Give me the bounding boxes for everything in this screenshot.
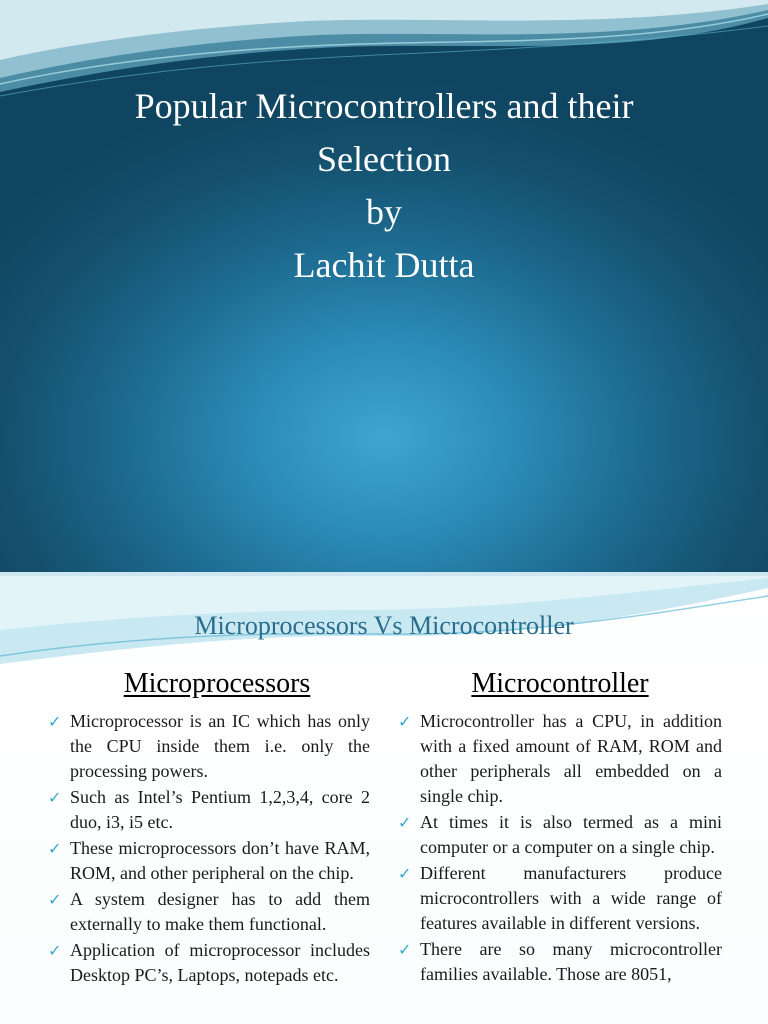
bullet-list	[398, 709, 722, 987]
list-item	[398, 937, 722, 987]
author-line: Lachit Dutta	[293, 245, 475, 285]
list-item	[398, 709, 722, 809]
bullet-text: Microcontroller has a CPU, in addition with a fixed amount of RAM, ROM and other peripherals all embedded on a single chip.	[420, 711, 722, 806]
comparison-slide	[0, 576, 768, 1024]
bullet-text: Application of microprocessor includes Desktop PC’s, Laptops, notepads etc.	[70, 940, 370, 985]
bullet-text: At times it is also termed as a mini computer or a computer on a single chip.	[420, 812, 722, 857]
title-line: by	[366, 192, 402, 232]
bullet-list	[48, 709, 370, 988]
bullet-text: A system designer has to add them externally to make them functional.	[70, 889, 370, 934]
list-item	[398, 810, 722, 860]
bullet-text: There are so many microcontroller families available. Those are 8051,	[420, 939, 722, 984]
list-item	[48, 709, 370, 784]
bullet-text: Such as Intel’s Pentium 1,2,3,4, core 2 duo, i3, i5 etc.	[70, 787, 370, 832]
checkmark-icon: ✓	[398, 813, 412, 832]
title-line: Selection	[317, 139, 451, 179]
microprocessors-column	[48, 666, 370, 989]
bullet-text: These microprocessors don’t have RAM, ROM, and other peripheral on the chip.	[70, 838, 370, 883]
checkmark-icon: ✓	[48, 890, 62, 909]
bullet-text: Microprocessor is an IC which has only the CPU inside them i.e. only the processing powers.	[70, 711, 370, 781]
checkmark-icon: ✓	[398, 864, 412, 883]
list-item	[48, 938, 370, 988]
bullet-text: Different manufacturers produce microcontrollers with a wide range of features available in different versions.	[420, 863, 722, 933]
checkmark-icon: ✓	[48, 941, 62, 960]
list-item	[48, 836, 370, 886]
checkmark-icon: ✓	[48, 839, 62, 858]
list-item	[398, 861, 722, 936]
column-heading: Microcontroller	[471, 668, 649, 699]
checkmark-icon: ✓	[398, 712, 412, 731]
checkmark-icon: ✓	[48, 788, 62, 807]
column-heading: Microprocessors	[123, 668, 311, 699]
microcontroller-column	[398, 666, 722, 988]
list-item	[48, 785, 370, 835]
checkmark-icon: ✓	[398, 940, 412, 959]
title-line: Popular Microcontrollers and their	[134, 86, 634, 126]
slide-title	[0, 80, 768, 292]
list-item	[48, 887, 370, 937]
slide-title: Microprocessors Vs Microcontroller	[194, 611, 574, 640]
checkmark-icon: ✓	[48, 712, 62, 731]
